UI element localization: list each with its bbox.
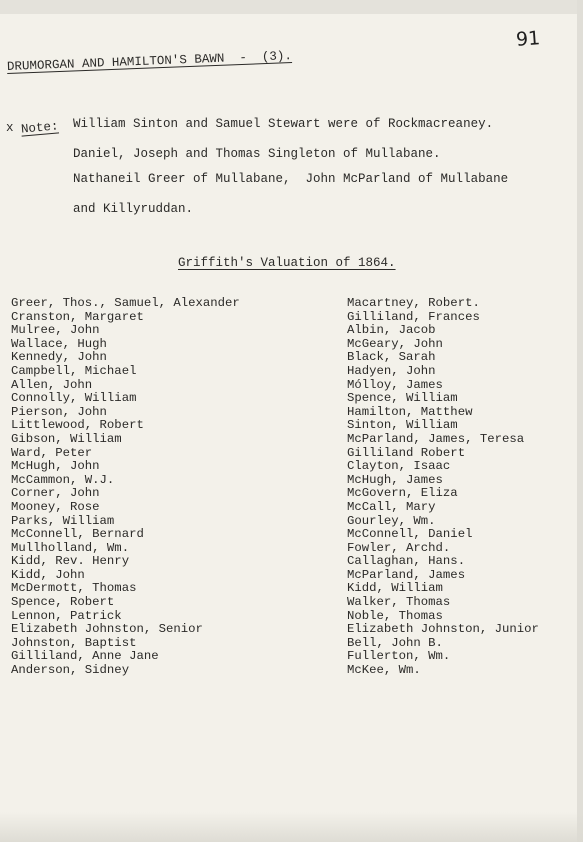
name-entry: Ward, Peter <box>11 445 93 460</box>
name-entry: Anderson, Sidney <box>11 663 130 678</box>
name-entry: Spence, Robert <box>11 595 115 610</box>
name-entry: Kidd, Rev. Henry <box>11 554 130 569</box>
name-entry: McParland, James, Teresa <box>347 431 525 446</box>
name-entry: Allen, John <box>11 377 93 392</box>
name-entry: Connolly, William <box>11 391 137 406</box>
name-entry: Campbell, Michael <box>11 363 137 378</box>
name-entry: Cranston, Margaret <box>11 309 144 324</box>
name-entry: McParland, James <box>347 567 466 582</box>
document-heading: DRUMORGAN AND HAMILTON'S BAWN - (3). <box>6 49 293 74</box>
name-entry: Johnston, Baptist <box>11 635 137 650</box>
name-entry: Spence, William <box>347 391 458 406</box>
name-entry: McCall, Mary <box>347 499 436 514</box>
note-line-1: William Sinton and Samuel Stewart were of Rockmacreaney. <box>73 117 494 131</box>
names-left-column <box>11 297 240 678</box>
name-entry: Black, Sarah <box>347 350 436 365</box>
name-entry: Hamilton, Matthew <box>347 404 473 419</box>
name-entry: Albin, Jacob <box>347 323 436 338</box>
name-entry: Pierson, John <box>11 404 107 419</box>
note-line-4: and Killyruddan. <box>73 202 194 216</box>
name-entry: Gibson, William <box>11 431 122 446</box>
name-entry: Corner, John <box>11 486 100 501</box>
note-line-2: Daniel, Joseph and Thomas Singleton of Mullabane. <box>73 147 441 161</box>
name-entry: Mullholland, Wm. <box>11 540 130 555</box>
name-entry: Fullerton, Wm. <box>347 649 451 664</box>
name-entry: Mólloy, James <box>347 377 443 392</box>
name-entry: Littlewood, Robert <box>11 418 144 433</box>
name-entry: McHugh, John <box>11 459 100 474</box>
name-entry: Mulree, John <box>11 323 100 338</box>
name-entry: Lennon, Patrick <box>11 608 122 623</box>
name-entry: McCammon, W.J. <box>11 472 115 487</box>
name-entry: Fowler, Archd. <box>347 540 451 555</box>
name-entry: Wallace, Hugh <box>11 336 107 351</box>
note-marker-x: x <box>6 121 14 135</box>
name-entry: McConnell, Daniel <box>347 527 473 542</box>
name-entry: Elizabeth Johnston, Senior <box>11 622 203 637</box>
name-entry: Kidd, William <box>347 581 443 596</box>
note-label: Note: <box>20 119 60 137</box>
name-entry: Kennedy, John <box>11 350 107 365</box>
name-entry: Mooney, Rose <box>11 499 100 514</box>
name-entry: Sinton, William <box>347 418 458 433</box>
note-marker <box>6 121 59 135</box>
name-entry: Bell, John B. <box>347 635 443 650</box>
name-entry: Callaghan, Hans. <box>347 554 466 569</box>
note-line-3: Nathaneil Greer of Mullabane, John McParland of Mullabane <box>73 172 509 186</box>
page-top-edge <box>0 0 583 14</box>
name-entry: McGovern, Eliza <box>347 486 458 501</box>
name-entry: Gilliland, Frances <box>347 309 480 324</box>
page-bottom-shadow <box>0 812 583 842</box>
name-entry: McGeary, John <box>347 336 443 351</box>
name-entry: McConnell, Bernard <box>11 527 144 542</box>
name-entry: Greer, Thos., Samuel, Alexander <box>11 296 240 310</box>
name-entry: Walker, Thomas <box>347 595 451 610</box>
name-entry: Parks, William <box>11 513 115 528</box>
name-entry: Gilliland Robert <box>347 445 466 460</box>
page-right-edge <box>577 0 583 842</box>
page-number: 91 <box>515 27 541 51</box>
name-entry: McKee, Wm. <box>347 663 421 678</box>
section-title: Griffith's Valuation of 1864. <box>178 256 396 270</box>
name-entry: Elizabeth Johnston, Junior <box>347 622 539 637</box>
name-entry: Gilliland, Anne Jane <box>11 649 159 664</box>
name-entry: Macartney, Robert. <box>347 296 480 310</box>
name-entry: McDermott, Thomas <box>11 581 137 596</box>
name-entry: Noble, Thomas <box>347 608 443 623</box>
name-entry: Gourley, Wm. <box>347 513 436 528</box>
name-entry: Hadyen, John <box>347 363 436 378</box>
name-entry: Clayton, Isaac <box>347 459 451 474</box>
name-entry: McHugh, James <box>347 472 443 487</box>
names-right-column <box>347 297 539 678</box>
name-entry: Kidd, John <box>11 567 85 582</box>
